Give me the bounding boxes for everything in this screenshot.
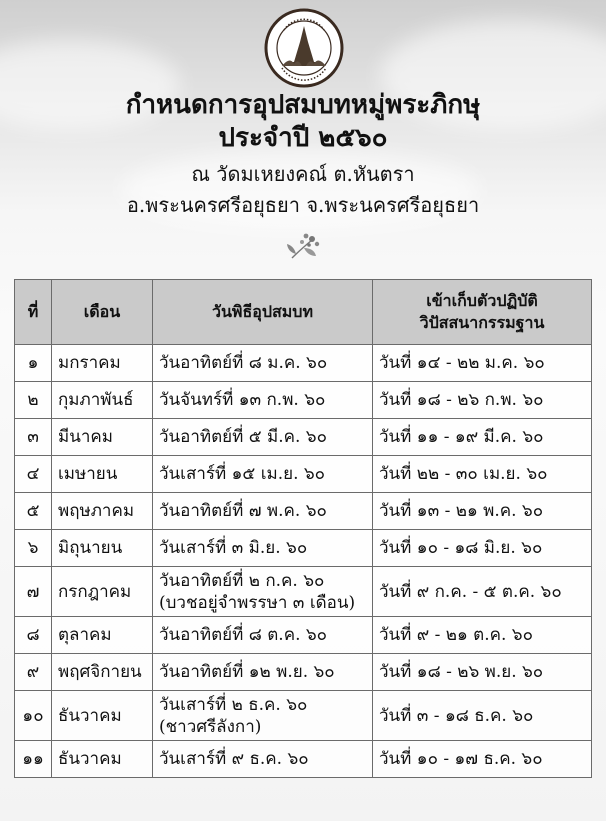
row-ceremony-note: (ชาวศรีลังกา) — [159, 716, 262, 737]
row-month: พฤศจิกายน — [52, 654, 153, 691]
header-retreat-line2: วิปัสสนากรรมฐาน — [419, 313, 545, 332]
row-ceremony-date: วันจันทร์ที่ ๑๓ ก.พ. ๖๐ — [153, 382, 373, 419]
row-month: ธันวาคม — [52, 691, 153, 741]
row-ceremony-date: วันเสาร์ที่ ๒ ธ.ค. ๖๐ — [159, 694, 308, 715]
row-retreat-dates: วันที่ ๑๐ - ๑๗ ธ.ค. ๖๐ — [373, 741, 592, 778]
year-title: ประจำปี ๒๕๖๐ — [218, 123, 388, 153]
row-month: กรกฎาคม — [52, 567, 153, 617]
row-number: ๙ — [15, 654, 52, 691]
header-no: ที่ — [15, 280, 52, 345]
row-number: ๑ — [15, 345, 52, 382]
header-retreat-line1: เข้าเก็บตัวปฏิบัติ — [426, 291, 538, 310]
row-retreat-dates: วันที่ ๓ - ๑๘ ธ.ค. ๖๐ — [373, 691, 592, 741]
row-ceremony-date: วันอาทิตย์ที่ ๘ ม.ค. ๖๐ — [153, 345, 373, 382]
row-month: มิถุนายน — [52, 530, 153, 567]
table-row — [15, 691, 592, 741]
row-month: มกราคม — [52, 345, 153, 382]
row-month: ธันวาคม — [52, 741, 153, 778]
row-ceremony-date: วันอาทิตย์ที่ ๘ ต.ค. ๖๐ — [153, 617, 373, 654]
table-row — [15, 741, 592, 778]
row-number: ๑๑ — [15, 741, 52, 778]
row-month: เมษายน — [52, 456, 153, 493]
row-retreat-dates: วันที่ ๑๘ - ๒๖ พ.ย. ๖๐ — [373, 654, 592, 691]
table-row — [15, 345, 592, 382]
row-month: มีนาคม — [52, 419, 153, 456]
row-number: ๗ — [15, 567, 52, 617]
row-ceremony-cell — [153, 691, 373, 741]
row-ceremony-date: วันอาทิตย์ที่ ๑๒ พ.ย. ๖๐ — [153, 654, 373, 691]
table-header-row — [15, 280, 592, 345]
row-number: ๖ — [15, 530, 52, 567]
row-ceremony-date: วันเสาร์ที่ ๓ มิ.ย. ๖๐ — [153, 530, 373, 567]
row-retreat-dates: วันที่ ๑๐ - ๑๘ มิ.ย. ๖๐ — [373, 530, 592, 567]
row-number: ๑๐ — [15, 691, 52, 741]
row-number: ๓ — [15, 419, 52, 456]
row-month: พฤษภาคม — [52, 493, 153, 530]
row-ceremony-cell — [153, 567, 373, 617]
row-retreat-dates: วันที่ ๙ - ๒๑ ต.ค. ๖๐ — [373, 617, 592, 654]
row-month: กุมภาพันธ์ — [52, 382, 153, 419]
row-retreat-dates: วันที่ ๑๘ - ๒๖ ก.พ. ๖๐ — [373, 382, 592, 419]
row-ceremony-note: (บวชอยู่จำพรรษา ๓ เดือน) — [159, 592, 356, 613]
table-row — [15, 493, 592, 530]
table-row — [15, 530, 592, 567]
header-month: เดือน — [52, 280, 153, 345]
header-retreat — [373, 280, 592, 345]
row-ceremony-date: วันอาทิตย์ที่ ๒ ก.ค. ๖๐ — [159, 570, 325, 591]
header-ceremony-date: วันพิธีอุปสมบท — [153, 280, 373, 345]
row-ceremony-date: วันอาทิตย์ที่ ๕ มี.ค. ๖๐ — [153, 419, 373, 456]
table-row — [15, 456, 592, 493]
table-row — [15, 382, 592, 419]
row-month: ตุลาคม — [52, 617, 153, 654]
row-ceremony-date: วันอาทิตย์ที่ ๗ พ.ค. ๖๐ — [153, 493, 373, 530]
flower-ornament-icon — [282, 230, 324, 262]
row-ceremony-date: วันเสาร์ที่ ๙ ธ.ค. ๖๐ — [153, 741, 373, 778]
temple-seal-logo — [264, 8, 344, 88]
row-retreat-dates: วันที่ ๑๑ - ๑๙ มี.ค. ๖๐ — [373, 419, 592, 456]
row-retreat-dates: วันที่ ๙ ก.ค. - ๕ ต.ค. ๖๐ — [373, 567, 592, 617]
row-retreat-dates: วันที่ ๒๒ - ๓๐ เม.ย. ๖๐ — [373, 456, 592, 493]
row-number: ๕ — [15, 493, 52, 530]
row-number: ๔ — [15, 456, 52, 493]
row-retreat-dates: วันที่ ๑๔ - ๒๒ ม.ค. ๖๐ — [373, 345, 592, 382]
table-row — [15, 419, 592, 456]
table-row — [15, 654, 592, 691]
row-number: ๘ — [15, 617, 52, 654]
location-temple: ณ วัดมเหยงคณ์ ต.หันตรา — [191, 162, 415, 186]
row-retreat-dates: วันที่ ๑๓ - ๒๑ พ.ค. ๖๐ — [373, 493, 592, 530]
row-number: ๒ — [15, 382, 52, 419]
location-district: อ.พระนครศรีอยุธยา จ.พระนครศรีอยุธยา — [126, 193, 480, 217]
row-ceremony-date: วันเสาร์ที่ ๑๕ เม.ย. ๖๐ — [153, 456, 373, 493]
table-row — [15, 567, 592, 617]
ordination-schedule-table — [14, 279, 592, 778]
table-row — [15, 617, 592, 654]
page-title: กำหนดการอุปสมบทหมู่พระภิกษุ — [125, 90, 481, 120]
